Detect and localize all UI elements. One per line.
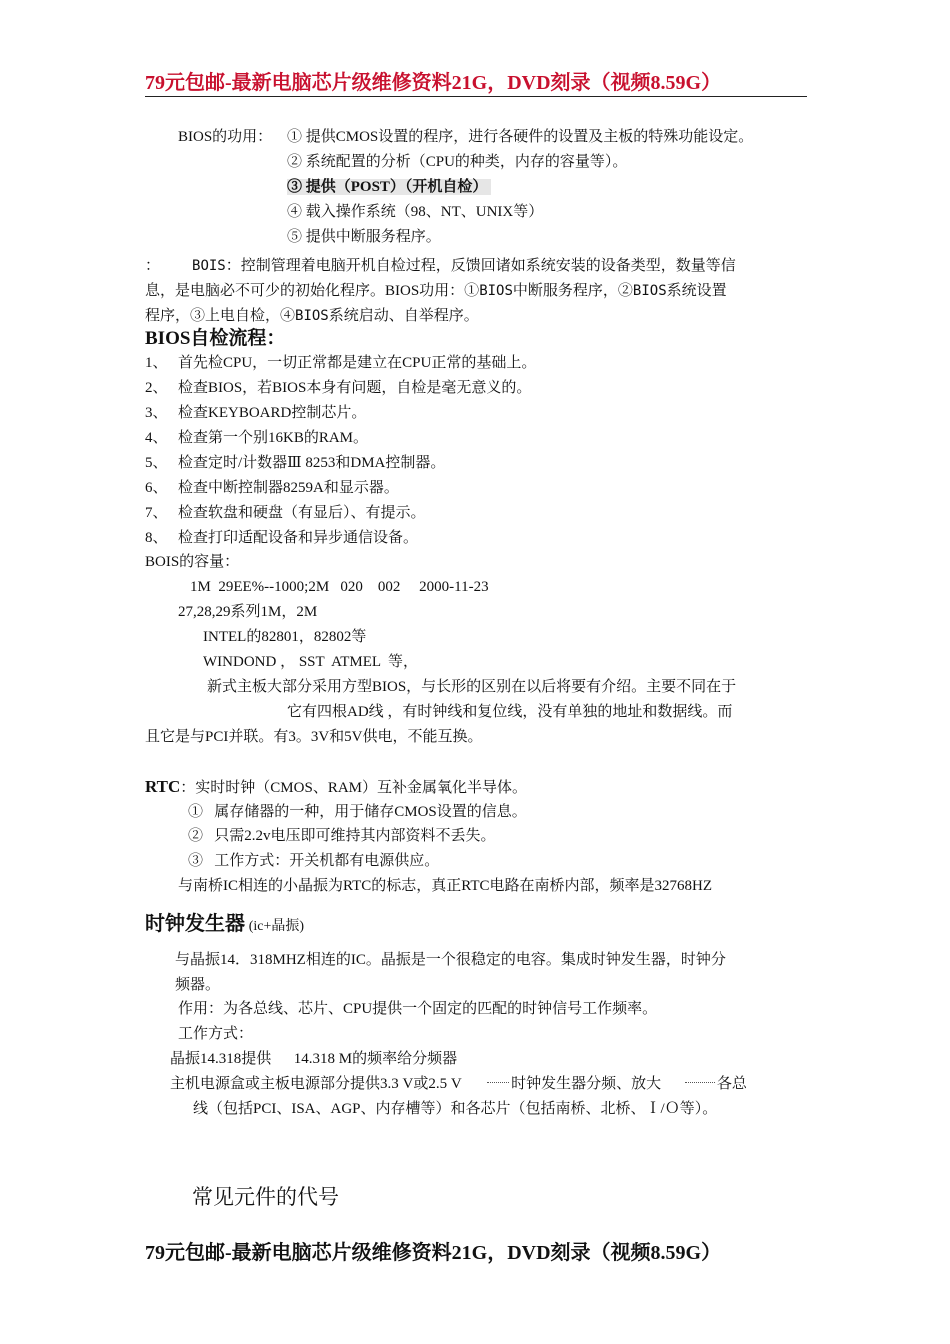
rtc-definition [145, 777, 527, 798]
rtc-item-1: ① 属存储器的一种，用于储存CMOS设置的信息。 [188, 804, 527, 820]
page-header: 79元包邮-最新电脑芯片级维修资料21G，DVD刻录（视频8.59G） [145, 72, 722, 94]
capacity-title: BOIS的容量： [145, 554, 240, 570]
clock-gen-title: 时钟发生器 [145, 913, 245, 935]
post-step-number: 4、 [145, 430, 168, 446]
clock-gen-line-3: 作用：为各总线、芯片、CPU提供一个固定的匹配的时钟信号工作频率。 [178, 1001, 658, 1017]
clock-gen-line-6a: 主机电源盒或主板电源部分提供3.3 V或2.5 V [170, 1076, 462, 1092]
bois-line-2e: 系统设置 [666, 283, 727, 299]
post-step-text: 检查软盘和硬盘（有显后）、有提示。 [178, 505, 426, 521]
bois-definition-line-2 [145, 281, 727, 301]
post-step-text: 检查中断控制器8259A和显示器。 [178, 480, 399, 496]
clock-gen-line-1: 与晶振14．318MHZ相连的IC。晶振是一个很稳定的电容。集成时钟发生器，时钟分 [175, 952, 726, 968]
post-flow-title: BIOS自检流程： [145, 328, 286, 349]
rtc-note: 与南桥IC相连的小晶振为RTC的标志，真正RTC电路在南桥内部，频率是32768HZ [178, 878, 713, 894]
bois-line-2d: BIOS [632, 283, 667, 299]
post-step-number: 2、 [145, 380, 168, 396]
bois-colon: ： [145, 258, 161, 274]
rtc-desc: ：实时时钟（CMOS、RAM）互补金属氧化半导体。 [180, 780, 527, 796]
header-divider [145, 96, 807, 97]
arrow-line-1 [487, 1082, 509, 1083]
post-step-text: 首先检CPU，一切正常都是建立在CPU正常的基础上。 [178, 355, 537, 371]
capacity-line-6: 它有四根AD线 ，有时钟线和复位线，没有单独的地址和数据线。而 [287, 704, 733, 720]
post-step-number: 8、 [145, 530, 168, 546]
capacity-line-5: 新式主板大部分采用方型BIOS，与长形的区别在以后将要有介绍。主要不同在于 [207, 679, 737, 695]
post-step-text: 检查BIOS，若BIOS本身有问题，自检是毫无意义的。 [178, 380, 532, 396]
bois-line-3b: BIOS [295, 308, 329, 324]
clock-gen-line-6c: 各总 [716, 1076, 747, 1092]
rtc-term: RTC [145, 777, 181, 796]
capacity-line-7: 且它是与PCI并联。有3。3V和5V供电，不能互换。 [145, 729, 483, 745]
clock-gen-line-7: 线（包括PCI、ISA、AGP、内存槽等）和各芯片（包括南桥、北桥、Ｉ/Ｏ等）。 [193, 1101, 718, 1117]
clock-gen-heading [145, 911, 304, 940]
section-heading: 常见元件的代号 [192, 1185, 339, 1209]
bios-use-item-4: ④ 载入操作系统（98、NT、UNIX等） [287, 204, 544, 220]
post-step-text: 检查第一个别16KB的RAM。 [178, 430, 369, 446]
bios-use-item-2: ② 系统配置的分析（CPU的种类，内存的容量等）。 [287, 154, 628, 170]
clock-gen-subtitle: (ic+晶振) [248, 919, 305, 934]
rtc-item-3: ③ 工作方式：开关机都有电源供应。 [188, 853, 440, 869]
rtc-item-2: ② 只需2.2v电压即可维持其内部资料不丢失。 [188, 828, 496, 844]
page-footer: 79元包邮-最新电脑芯片级维修资料21G，DVD刻录（视频8.59G） [145, 1242, 722, 1264]
post-step-number: 1、 [145, 355, 168, 371]
post-step-text: 检查定时/计数器Ⅲ 8253和DMA控制器。 [178, 455, 446, 471]
bois-line-3c: 系统启动、自举程序。 [328, 308, 479, 324]
bios-use-item-1: ① 提供CMOS设置的程序，进行各硬件的设置及主板的特殊功能设定。 [287, 129, 754, 145]
arrow-line-2 [685, 1082, 715, 1083]
post-step-number: 6、 [145, 480, 168, 496]
clock-gen-line-5: 晶振14.318提供 14.318 M的频率给分频器 [170, 1051, 458, 1067]
capacity-line-4: WINDOND ， SST ATMEL 等， [203, 654, 419, 670]
post-step-text: 检查打印适配设备和异步通信设备。 [178, 530, 419, 546]
post-step-number: 7、 [145, 505, 168, 521]
clock-gen-line-6 [170, 1074, 747, 1094]
clock-gen-line-2: 频器。 [175, 977, 221, 993]
bois-definition-line-1 [145, 256, 736, 276]
post-step-number: 5、 [145, 455, 168, 471]
capacity-line-3: INTEL的82801，82802等 [203, 629, 367, 645]
bios-uses-label: BIOS的功用： [178, 129, 273, 145]
clock-gen-line-4: 工作方式： [178, 1026, 254, 1042]
bois-line-2b: BIOS [479, 283, 513, 299]
bios-use-item-5: ⑤ 提供中断服务程序。 [287, 229, 441, 245]
highlighted-text: ③ 提供（POST）（开机自检） [287, 179, 491, 195]
capacity-line-2: 27,28,29系列1M，2M [178, 604, 318, 620]
clock-gen-line-6b: 时钟发生器分频、放大 [511, 1076, 662, 1092]
bois-line-2a: 息，是电脑必不可少的初始化程序。BIOS功用：① [145, 283, 480, 299]
bois-term: BOIS [192, 258, 226, 274]
bois-definition-line-3 [145, 306, 479, 326]
bois-line-2c: 中断服务程序，② [512, 283, 633, 299]
post-step-number: 3、 [145, 405, 168, 421]
capacity-line-1: 1M 29EE%--1000;2M 020 002 2000-11-23 [190, 579, 489, 595]
bois-line-1: ：控制管理着电脑开机自检过程，反馈回诸如系统安装的设备类型，数量等信 [225, 258, 736, 274]
post-step-text: 检查KEYBOARD控制芯片。 [178, 405, 367, 421]
bios-use-item-3 [287, 177, 491, 197]
bois-line-3a: 程序，③上电自检，④ [145, 308, 296, 324]
